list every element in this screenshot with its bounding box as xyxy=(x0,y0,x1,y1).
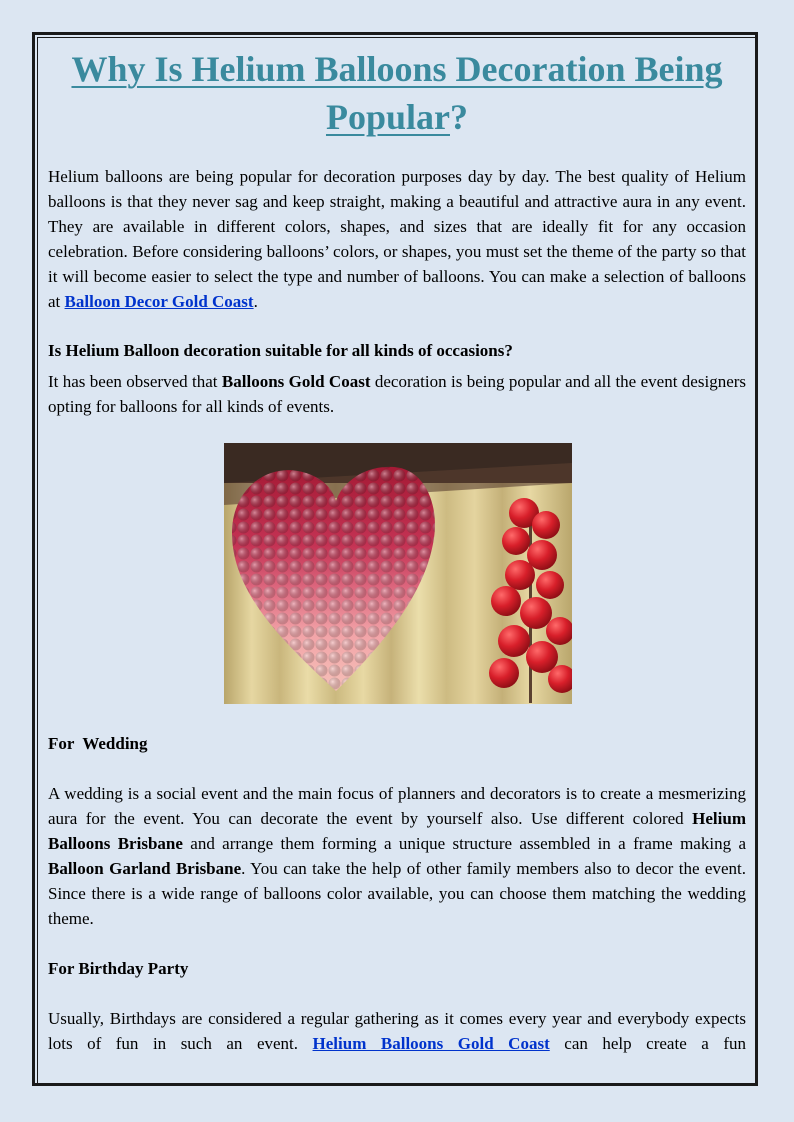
intro-paragraph xyxy=(48,164,746,314)
wedding-text-2: and arrange them forming a unique structure assembled in a frame making a xyxy=(182,834,746,853)
section-heading-occasions: Is Helium Balloon decoration suitable for all kinds of occasions? xyxy=(48,341,513,360)
section-heading-birthday: For Birthday Party xyxy=(48,959,189,978)
birthday-paragraph xyxy=(48,1006,746,1056)
page-title xyxy=(48,45,746,141)
balloons-gold-coast-bold: Balloons Gold Coast xyxy=(221,372,371,391)
section-heading-wedding: For Wedding xyxy=(48,734,148,753)
birthday-text-2: can help create a fun xyxy=(549,1034,746,1053)
birthday-text-1: Usually, Birthdays are considered a regular gathering as it comes every year and everybody expects lots of fun in such an event. xyxy=(48,1009,746,1053)
occasions-text-post: decoration is being popular and all the event designers opting for balloons for all kinds of events. xyxy=(48,372,747,416)
balloon-decor-gold-coast-link[interactable]: Balloon Decor Gold Coast xyxy=(64,292,254,311)
helium-balloons-brisbane-bold: Helium Balloons Brisbane xyxy=(48,809,746,853)
occasions-paragraph xyxy=(48,369,746,419)
title-underlined-word: Popular xyxy=(325,97,450,137)
balloon-heart-illustration xyxy=(224,443,572,704)
wedding-text-3: . You can take the help of other family members also to decor the event. Since there is a wide range of balloons color available, you can choose them matching the wedding theme. xyxy=(48,859,746,928)
document-body-lower xyxy=(48,731,746,1056)
helium-balloons-gold-coast-link[interactable]: Helium Balloons Gold Coast xyxy=(312,1034,550,1053)
intro-end: . xyxy=(253,292,258,311)
title-line-1: Why Is Helium Balloons Decoration Being xyxy=(71,49,723,89)
wedding-text-1: A wedding is a social event and the main focus of planners and decorators is to create a mesmerizing aura for the event. You can decorate the event by yourself also. Use different colored xyxy=(48,784,746,828)
document-body xyxy=(48,44,746,419)
occasions-text-pre: It has been observed that xyxy=(48,372,222,391)
title-question-mark: ? xyxy=(450,97,468,137)
balloon-garland-brisbane-bold: Balloon Garland Brisbane xyxy=(48,859,242,878)
intro-text: Helium balloons are being popular for decoration purposes day by day. The best quality of Helium balloons is that they never sag and keep straight, making a beautiful and attractive aura in any event. They are available in different colors, shapes, and sizes that are ideally fit for any occasion celebration. Before considering balloons’ colors, or shapes, you must set the theme of the party so that it will become easier to select the type and number of balloons. You can make a selection of balloons at xyxy=(48,167,746,311)
balloon-heart-photo xyxy=(224,443,572,704)
wedding-paragraph xyxy=(48,781,746,931)
